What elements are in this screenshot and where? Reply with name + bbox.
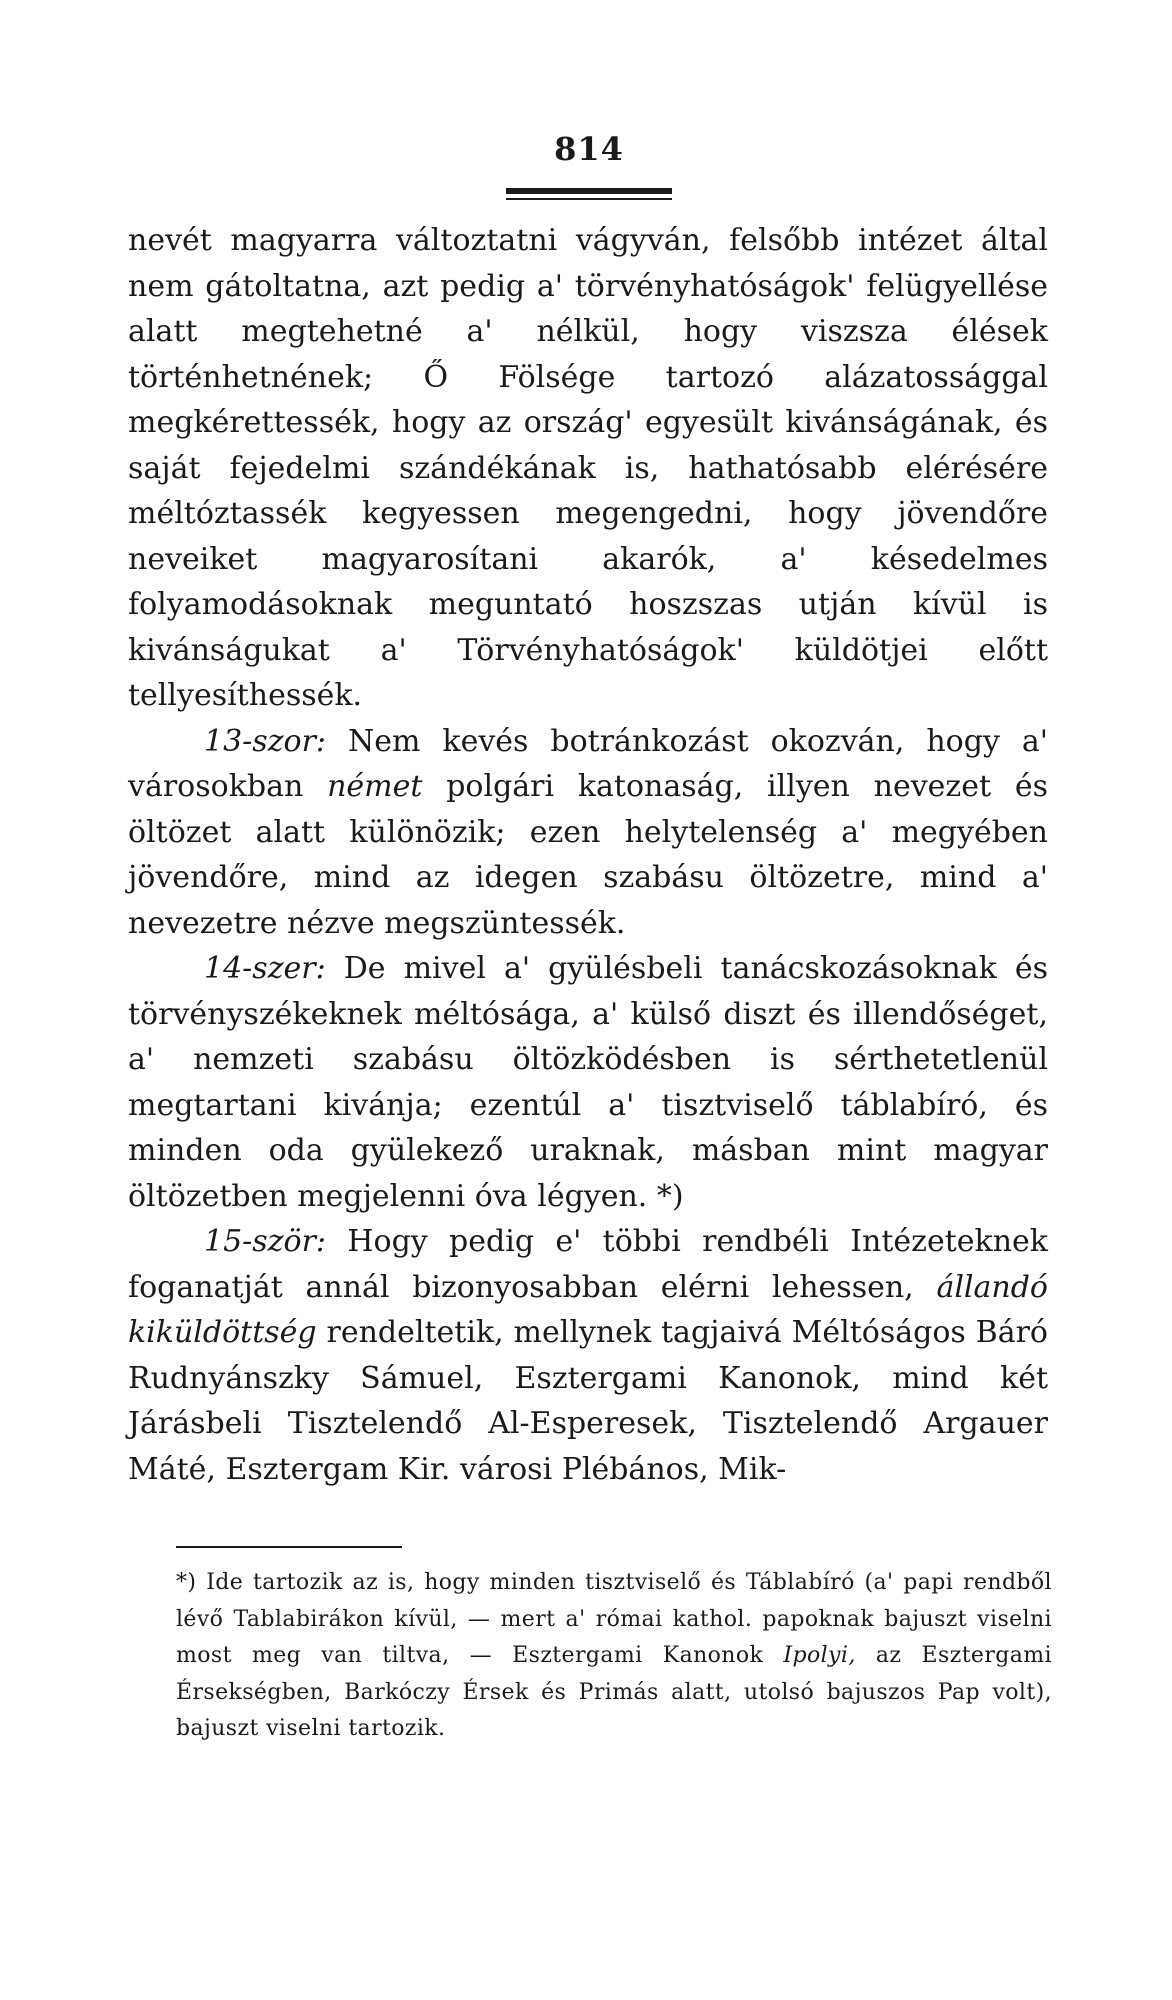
header-rule-thin — [506, 198, 672, 200]
paragraph-text: De mivel a' gyülésbeli tanácskozásoknak és törvényszékeknek méltósága, a' külső diszt és illendőséget, a' nemzeti szabásu öltözködésben is sérthetetlenül megtartani kivánja; ezentúl a' tisztviselő táblabíró, és minden oda gyülekező uraknak, másban mint magyar öltözetben megjelenni óva légyen. *) — [128, 951, 1048, 1214]
paragraph-text: polgári katonaság, illyen nevezet és öltözet alatt különözik; ezen helytelenség a' megyében jövendőre, mind az idegen szabásu öltözetre, mind a' nevezetre nézve megszüntessék. — [128, 769, 1048, 941]
emphasis-text: német — [327, 769, 423, 804]
footnote-rule — [176, 1546, 402, 1548]
paragraph-13 — [128, 719, 1048, 947]
paragraph-continuation — [128, 218, 1048, 719]
paragraph-text: Nem kevés botránkozást okozván, hogy a' városokban — [128, 723, 1048, 804]
header-rule — [506, 188, 672, 194]
emphasis-text: állandó kiküldöttség — [128, 1269, 1048, 1350]
emphasis-text: Ipolyi, — [783, 1643, 856, 1668]
footnote-text: *) Ide tartozik az is, hogy minden tisztviselő és Táblabíró (a' papi rendből lévő Tablabirákon kívül, — mert a' római kathol. papoknak bajuszt viselni most meg van tiltva, — Esztergami Kanonok — [176, 1570, 1052, 1668]
page-number: 814 — [554, 130, 624, 168]
paragraph-text: Hogy pedig e' többi rendbéli Intézeteknek foganatját annál bizonyosabban elérni lehessen, — [128, 1224, 1048, 1305]
paragraph-label: 13-szor: — [204, 723, 327, 759]
footnote — [176, 1565, 1052, 1748]
footnote-text: az Esztergami Érsekségben, Barkóczy Érsek és Primás alatt, utolsó bajuszos Pap volt), bajuszt viselni tartozik. — [176, 1643, 1052, 1741]
paragraph-text: nevét magyarra változtatni vágyván, felsőbb intézet által nem gátoltatna, azt pedig a' törvényhatóságok' felügyellése alatt megtehetné a' nélkül, hogy viszsza élések történhetnének; Ő Fölsége tartozó alázatossággal megkérettessék, hogy az ország' egyesült kivánságának, és saját fejedelmi szándékának is, hathatósabb elérésére méltóztassék kegyessen megengedni, hogy jövendőre neveiket magyarosítani akarók, a' késedelmes folyamodásoknak meguntató hoszszas utján kívül is kivánságukat a' Törvényhatóságok' küldötjei előtt tellyesíthessék. — [128, 223, 1048, 713]
paragraph-15 — [128, 1219, 1048, 1492]
paragraph-label: 14-szer: — [204, 951, 326, 986]
paragraph-label: 15-ször: — [204, 1224, 327, 1259]
paragraph-text: rendeltetik, mellynek tagjaivá Méltóságos Báró Rudnyánszky Sámuel, Esztergami Kanonok, mind két Járásbeli Tisztelendő Al-Esperesek, Tisztelendő Argauer Máté, Esztergam Kir. városi Plébános, Mik- — [128, 1315, 1048, 1487]
paragraph-14 — [128, 946, 1048, 1219]
footnote-paragraph — [176, 1565, 1052, 1748]
main-text — [128, 218, 1048, 1492]
